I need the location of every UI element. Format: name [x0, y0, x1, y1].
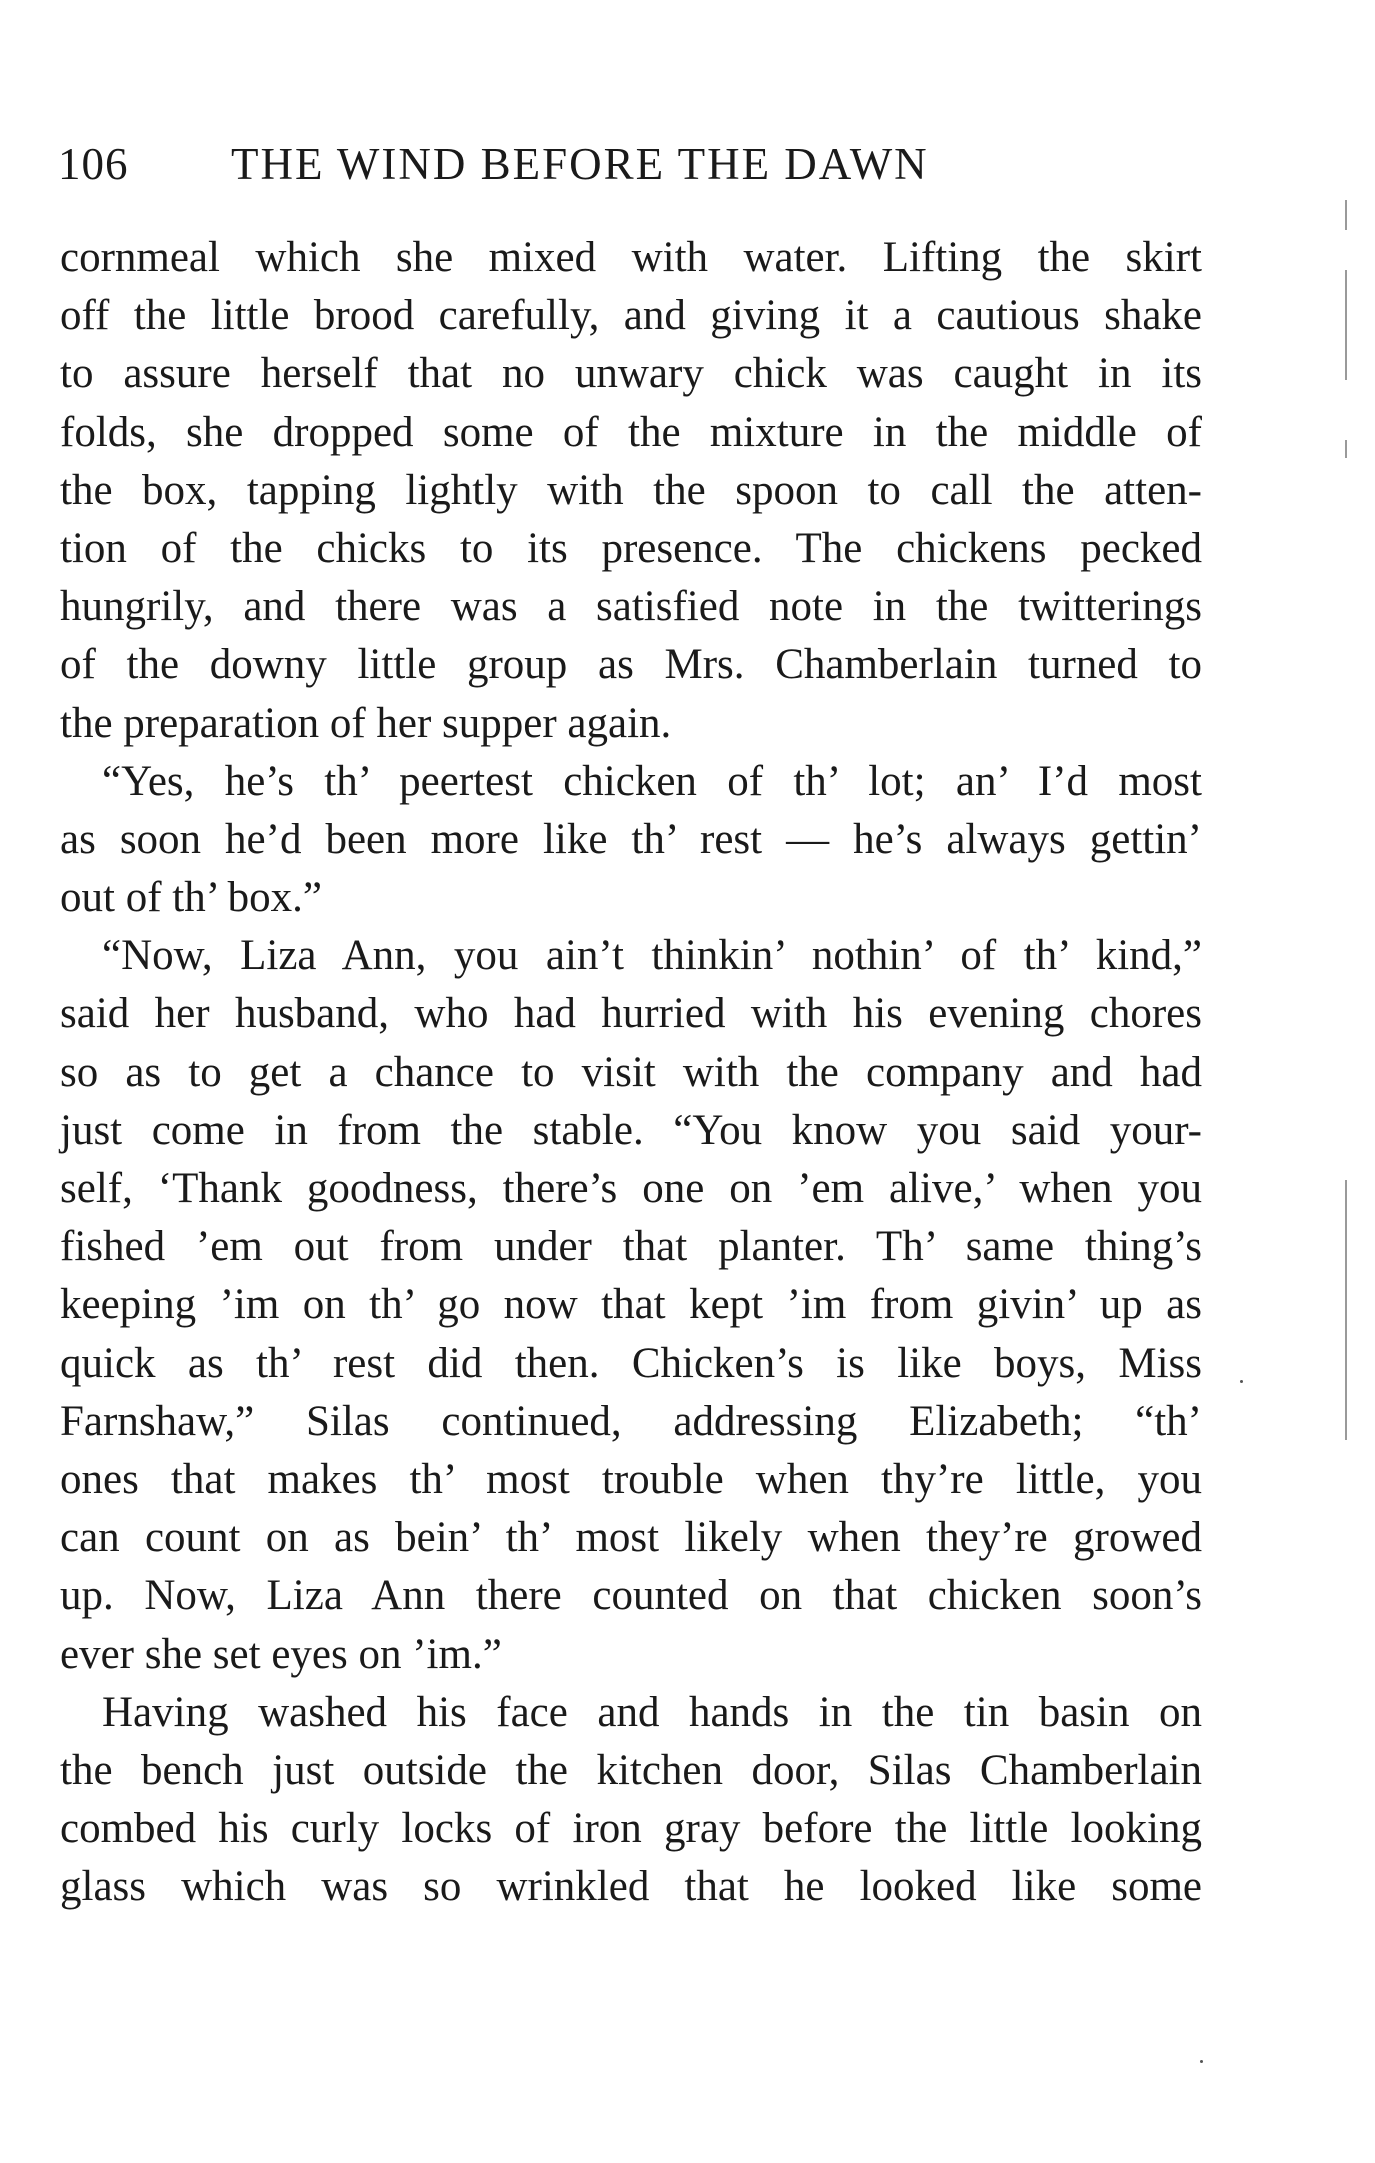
paragraph	[60, 229, 1202, 753]
text-line: said her husband, who had hurried with his evening chores	[60, 990, 1202, 1038]
scan-gutter-mark	[1345, 1180, 1347, 1440]
scan-gutter-mark	[1345, 440, 1347, 458]
scan-gutter-mark	[1345, 270, 1347, 380]
text-line: so as to get a chance to visit with the company and had	[60, 1048, 1202, 1096]
paragraph	[60, 753, 1202, 928]
text-line: tion of the chicks to its presence. The chickens pecked	[60, 524, 1202, 572]
scan-gutter-mark	[1345, 200, 1347, 230]
paragraph	[60, 927, 1202, 1683]
text-line: glass which was so wrinkled that he looked like some	[60, 1863, 1202, 1911]
text-line: up. Now, Liza Ann there counted on that chicken soon’s	[60, 1572, 1202, 1620]
text-line: self, ‘Thank goodness, there’s one on ’em alive,’ when you	[60, 1165, 1202, 1212]
text-line: cornmeal which she mixed with water. Lifting the skirt	[60, 234, 1202, 281]
text-line: out of th’ box.”	[60, 874, 322, 922]
text-line: Having washed his face and hands in the tin basin on	[102, 1688, 1202, 1736]
body-text	[60, 229, 1202, 1916]
running-title: THE WIND BEFORE THE DAWN	[231, 139, 929, 189]
running-head	[58, 134, 1203, 194]
paragraph	[60, 1684, 1202, 1917]
text-line: keeping ’im on th’ go now that kept ’im from givin’ up as	[60, 1281, 1202, 1329]
scan-speck	[1240, 1380, 1243, 1383]
text-line: can count on as bein’ th’ most likely when they’re growed	[60, 1514, 1202, 1562]
text-line: of the downy little group as Mrs. Chamberlain turned to	[60, 641, 1202, 689]
text-line: fished ’em out from under that planter. Th’ same thing’s	[60, 1223, 1202, 1271]
text-line: ever she set eyes on ’im.”	[60, 1630, 502, 1678]
scan-speck	[1200, 2060, 1203, 2063]
text-line: “Yes, he’s th’ peertest chicken of th’ lot; an’ I’d most	[102, 757, 1202, 805]
text-line: off the little brood carefully, and giving it a cautious shake	[60, 292, 1202, 340]
text-line: ones that makes th’ most trouble when thy’re little, you	[60, 1455, 1202, 1503]
text-line: as soon he’d been more like th’ rest — he’s always gettin’	[60, 815, 1202, 863]
page-number: 106	[58, 139, 129, 189]
text-line: “Now, Liza Ann, you ain’t thinkin’ nothin’ of th’ kind,”	[102, 932, 1202, 980]
text-line: folds, she dropped some of the mixture in the middle of	[60, 408, 1202, 456]
text-line: the bench just outside the kitchen door, Silas Chamberlain	[60, 1746, 1202, 1794]
text-line: Farnshaw,” Silas continued, addressing Elizabeth; “th’	[60, 1397, 1202, 1445]
text-line: the preparation of her supper again.	[60, 699, 672, 747]
text-line: hungrily, and there was a satisfied note in the twitterings	[60, 583, 1202, 631]
text-line: quick as th’ rest did then. Chicken’s is like boys, Miss	[60, 1339, 1202, 1387]
text-line: to assure herself that no unwary chick was caught in its	[60, 350, 1202, 398]
text-line: just come in from the stable. “You know you said your-	[60, 1106, 1202, 1154]
text-line: combed his curly locks of iron gray before the little looking	[60, 1805, 1202, 1853]
text-line: the box, tapping lightly with the spoon to call the atten-	[60, 466, 1202, 514]
